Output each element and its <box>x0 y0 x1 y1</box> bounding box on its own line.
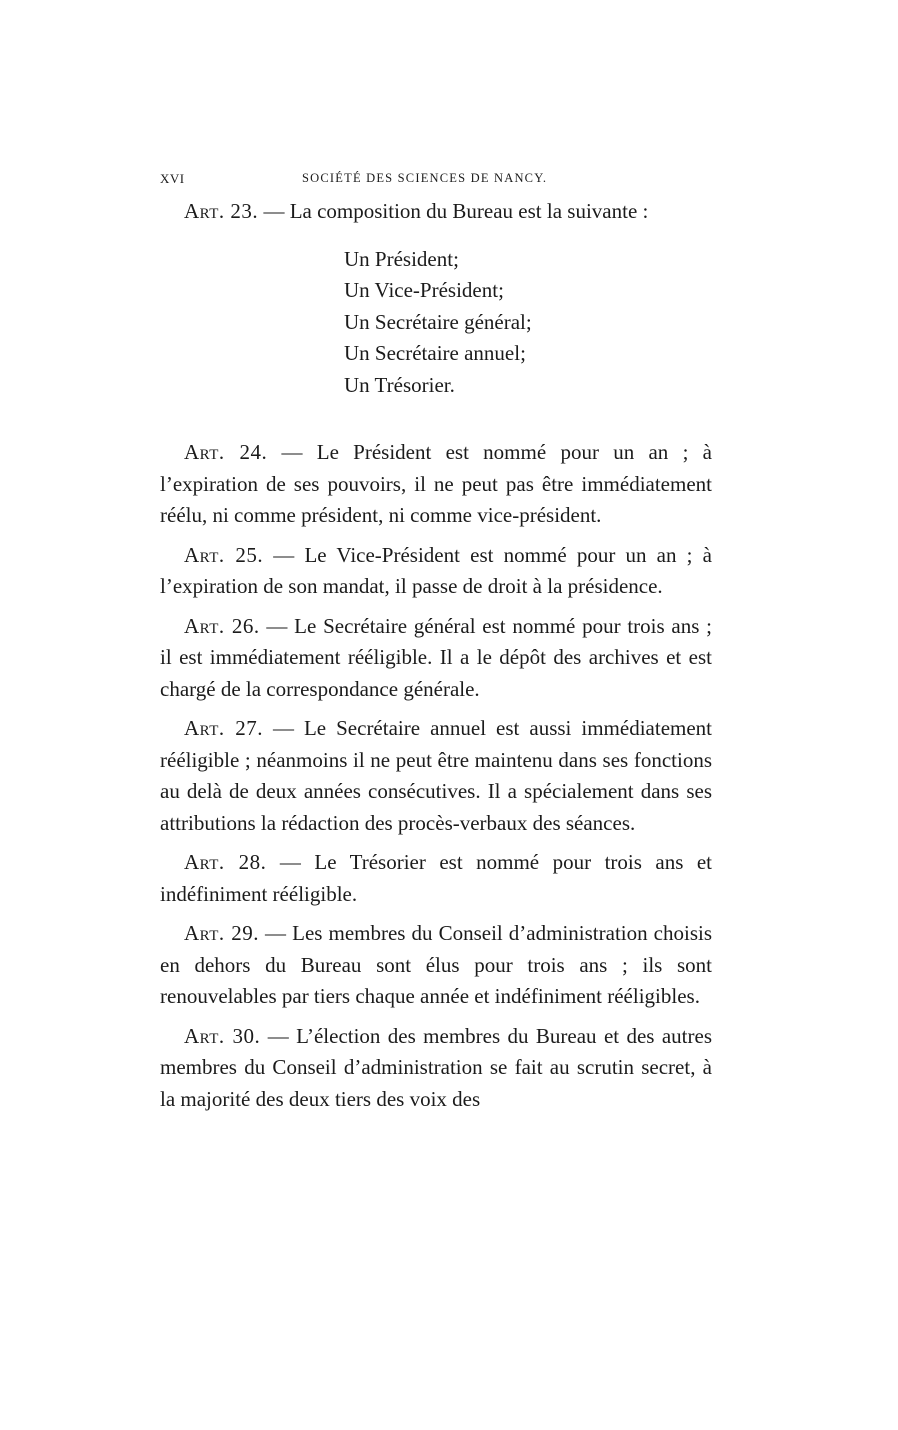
list-item: Un Vice-Président; <box>344 278 504 302</box>
list-item: Un Secrétaire général; <box>344 309 532 334</box>
article-label: Art. 27. <box>184 716 263 740</box>
list-item: Un Secrétaire annuel; <box>344 341 526 365</box>
article-label: Art. 24. <box>184 440 268 464</box>
running-title: SOCIÉTÉ DES SCIENCES DE NANCY. <box>302 171 548 185</box>
article-23 <box>160 196 712 228</box>
article-28 <box>160 847 712 910</box>
article-text: — Les membres du Conseil d’administration choisis en dehors du Bureau sont élus pour trois ans ; ils sont renouvelables par tiers chaque année et indéfiniment rééligibles. <box>160 921 713 1008</box>
article-29 <box>160 918 712 1013</box>
article-30 <box>160 1021 712 1116</box>
article-text: — La composition du Bureau est la suivante : <box>258 199 649 223</box>
page-number: XVI <box>160 171 185 186</box>
article-27 <box>160 713 712 839</box>
article-label: Art. 28. <box>184 850 267 874</box>
article-label: Art. 26. <box>184 613 260 638</box>
article-label: Art. 30. <box>184 1023 261 1048</box>
article-text: — L’élection des membres du Bureau et des autres membres du Conseil d’administration se fait au scrutin secret, à la majorité des deux tiers des voix des <box>160 1023 712 1111</box>
article-label: Art. 29. <box>184 921 259 945</box>
article-24 <box>160 437 712 532</box>
body-text <box>160 196 712 1115</box>
article-26 <box>160 611 712 706</box>
article-text: — Le Secrétaire annuel est aussi immédiatement rééligible ; néanmoins il ne peut être maintenu dans ses fonctions au delà de deux années consécutives. Il a spécialement dans ses attributions la rédaction des procès-verbaux des séances. <box>160 716 713 835</box>
article-label: Art. 25. <box>184 542 264 567</box>
list-item: Un Trésorier. <box>344 372 455 397</box>
article-label: Art. 23. <box>184 199 259 223</box>
article-text: — Le Secrétaire général est nommé pour trois ans ; il est immédiatement rééligible. Il a le dépôt des archives et est chargé de la correspondance générale. <box>160 613 712 701</box>
running-header <box>160 171 720 191</box>
article-text: — Le Vice-Président est nommé pour un an ; à l’expiration de son mandat, il passe de droit à la présidence. <box>160 542 712 598</box>
article-text: — Le Président est nommé pour un an ; à l’expiration de ses pouvoirs, il ne peut pas être immédiatement réélu, ni comme président, ni comme vice-président. <box>160 440 712 527</box>
article-25 <box>160 540 712 603</box>
list-item: Un Président; <box>344 246 459 271</box>
article-text: — Le Trésorier est nommé pour trois ans et indéfiniment rééligible. <box>160 850 713 906</box>
bureau-composition-list <box>344 244 712 402</box>
